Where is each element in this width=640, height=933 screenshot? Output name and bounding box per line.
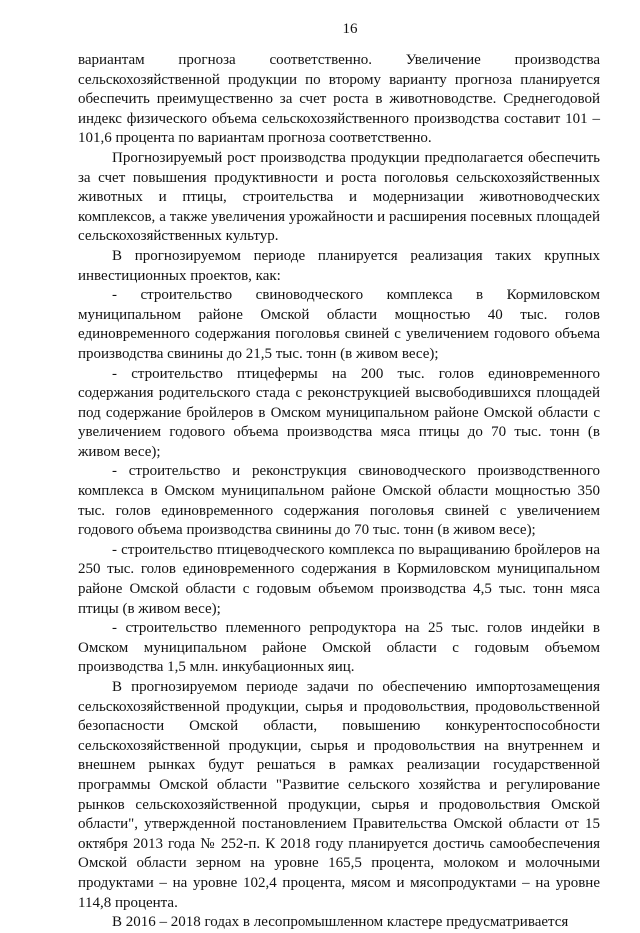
list-item-pig-complex-omsk: - строительство и реконструкция свиноводческого производственного комплекса в Омском муниципальном районе Омской области мощностью 350 тыс. голов единовременного содержания поголовья свиней с увеличением годового объема производства свинины до 70 тыс. тонн (в живом весе);	[78, 463, 600, 539]
paragraph-import-substitution: В прогнозируемом периоде задачи по обеспечению импортозамещения сельскохозяйственной продукции, сырья и продовольствия, продовольственной безопасности Омской области, повышению конкурентоспособности сельскохозяйственной продукции, сырья и продовольствия на внутреннем и внешнем рынках будут решаться в рамках реализации государственной программы Омской области "Развитие сельского хозяйства и регулирование рынков сельскохозяйственной продукции, сырья и продовольствия Омской области", утвержденной постановлением Правительства Омской области от 15 октября 2013 года № 252-п. К 2018 году планируется достичь самообеспечения Омской области зерном на уровне 165,5 процента, молоком и молочными продуктами – на уровне 102,4 процента, мясом и мясопродуктами – на уровне 114,8 процента.	[78, 679, 600, 911]
paragraph-timber-cluster: В 2016 – 2018 годах в лесопромышленном кластере предусматривается	[112, 914, 569, 931]
paragraph-forecast-variants: вариантам прогноза соответственно. Увеличение производства сельскохозяйственной продукции по второму варианту прогноза планируется обеспечить преимущественно за счет роста в животноводстве. Среднегодовой индекс физического объема сельскохозяйственного производства составит 101 – 101,6 процента по вариантам прогноза соответственно.	[78, 52, 600, 147]
list-item-broiler-complex: - строительство птицеводческого комплекса по выращиванию бройлеров на 250 тыс. голов единовременного содержания в Кормиловском муниципальном районе Омской области с годовым объемом производства 4,5 тыс. тонн мяса птицы (в живом весе);	[78, 541, 600, 617]
paragraph-projects-intro: В прогнозируемом периоде планируется реализация таких крупных инвестиционных проектов, как:	[78, 247, 600, 284]
list-item-pig-complex-kormilovka: - строительство свиноводческого комплекса в Кормиловском муниципальном районе Омской области мощностью 40 тыс. голов единовременного содержания поголовья свиней с увеличением годового объема производства свинины до 21,5 тыс. тонн (в живом весе);	[78, 287, 600, 362]
page-number: 16	[342, 21, 358, 37]
paragraph-production-growth: Прогнозируемый рост производства продукции предполагается обеспечить за счет повышения продуктивности и роста поголовья сельскохозяйственных животных и птицы, строительства и модернизации животноводческих комплексов, а также увеличения урожайности и расширения посевных площадей сельскохозяйственных культур.	[78, 149, 600, 245]
list-item-poultry-farm-omsk: - строительство птицефермы на 200 тыс. голов единовременного содержания родительского стада с реконструкцией высвободившихся площадей под содержание бройлеров в Омском муниципальном районе Омской области с увеличением годового объема производства мяса птицы до 70 тыс. тонн (в живом весе);	[78, 365, 600, 460]
list-item-turkey-reproducer: - строительство племенного репродуктора на 25 тыс. голов индейки в Омском муниципальном районе Омской области с годовым объемом производства 1,5 млн. инкубационных яиц.	[78, 620, 600, 676]
document-body	[78, 51, 600, 933]
